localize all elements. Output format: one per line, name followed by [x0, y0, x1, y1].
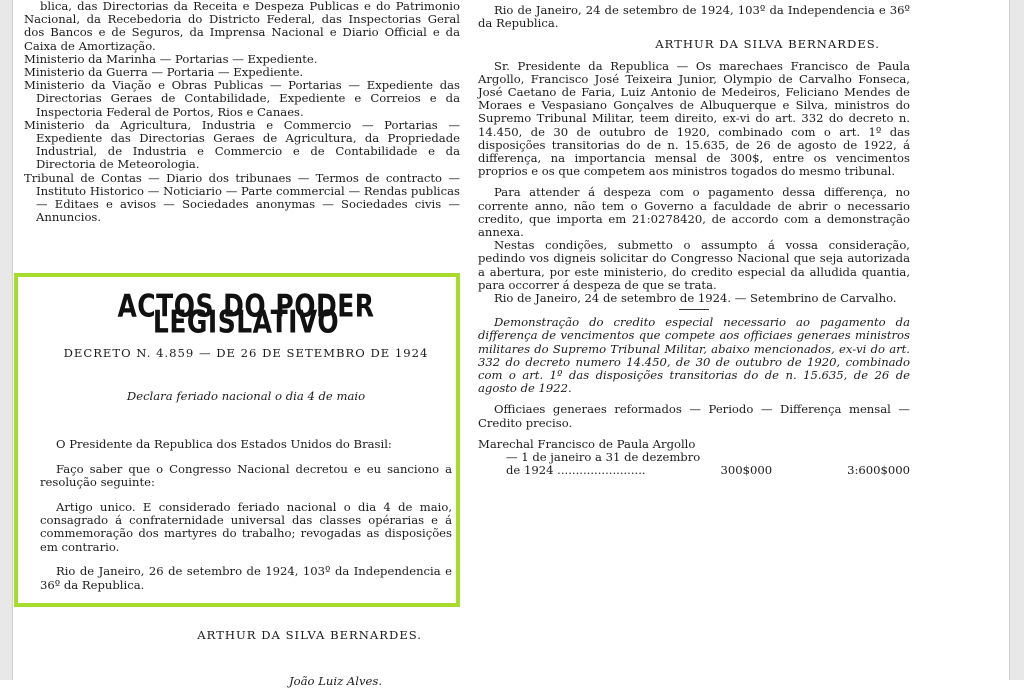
decree-heading: DECRETO N. 4.859 — DE 26 DE SETEMBRO DE 1924: [63, 346, 429, 361]
index-item-agricultura: Ministerio da Agricultura, Industria e Commercio — Portarias — Expediente das Directorias Geraes de Agricultura, da Propriedade Industrial, de Industria e Commercio e de Contabilidade e da Directoria de Meteorologia.: [24, 117, 460, 172]
signature-minister: João Luiz Alves.: [289, 674, 382, 689]
table-row-name: Marechal Francisco de Paula Argollo: [478, 436, 696, 451]
section-title: ACTOS DO PODER LEGISLATIVO: [117, 287, 375, 341]
left-column: [24, 0, 460, 224]
right-column: [478, 4, 910, 478]
left-intro-paragraph: blica, das Directorias da Receita e Despeza Publicas e do Patrimonio Nacional, da Recebedoria do Districto Federal, das Inspectorias Geral dos Bancos e de Seguros, da Imprensa Nacional e Diario Official e da Caixa de Amortização.: [24, 0, 460, 53]
index-item-viacao: Ministerio da Viação e Obras Publicas — Portarias — Expediente das Directorias Geraes de Contabilidade, Expediente e Correios e da Inspectoria Federal de Portos, Rios e Canaes.: [24, 78, 460, 119]
index-item-guerra: Ministerio da Guerra — Portaria — Expediente.: [24, 65, 304, 80]
table-row-year: de 1924 ........................: [506, 463, 646, 478]
exposition-paragraph-1: Sr. Presidente da Republica — Os marechaes Francisco de Paula Argollo, Francisco José Teixeira Junior, Olympio de Carvalho Fonseca, José Caetano de Faria, Luiz Antonio de Medeiros, Feliciano Mendes de Moraes e Vespasiano Gonçalves de Albuquerque e Silva, ministros do Supremo Tribunal Militar, teem direito, ex-vi do art. 332 do decreto n. 14.450, de 30 de outubro de 1920, combinado com o art. 1º das disposições transitorias do de n. 15.635, de 26 de agosto de 1922, á differença, na importancia mensal de 300$, entre os vencimentos proprios e os que competem aos ministros togados do mesmo tribunal.: [478, 58, 910, 179]
table-row: [478, 464, 910, 477]
demonstration-heading: Demonstração do credito especial necessario ao pagamento da differença de vencimentos que compete aos officiaes generaes ministros militares do Supremo Tribunal Militar, abaixo mencionados, ex-vi do art. 332 do decreto numero 14.450, de 30 de outubro de 1920, combinado com o art. 1º das disposições transitorias do de n. 15.635, de 26 de agosto de 1922.: [478, 315, 910, 396]
index-item-marinha: Ministerio da Marinha — Portarias — Expediente.: [24, 51, 318, 66]
decree-subtitle: Declara feriado nacional o dia 4 de maio: [126, 388, 366, 403]
decree-paragraph-3: Artigo unico. E considerado feriado nacional o dia 4 de maio, consagrado á confraternidade universal das classes opérarias e á commemoração dos martyres do trabalho; revogadas as disposições em contrario.: [40, 499, 452, 554]
viewer-right-edge: [1009, 0, 1024, 680]
article-content: [40, 283, 452, 700]
highlighted-article-box: [14, 273, 460, 689]
table-row-total: 3:600$000: [847, 463, 910, 478]
signature-president: ARTHUR DA SILVA BERNARDES.: [197, 627, 422, 642]
decree-paragraph-1: O Presidente da Republica dos Estados Unidos do Brasil:: [56, 437, 392, 452]
table-row-period: — 1 de janeiro a 31 de dezembro: [506, 450, 701, 465]
table-header: Officiaes generaes reformados — Periodo — Differença mensal — Credito preciso.: [478, 402, 910, 430]
right-top-signature: ARTHUR DA SILVA BERNARDES.: [655, 37, 880, 52]
decree-paragraph-4: Rio de Janeiro, 26 de setembro de 1924, 103º da Independencia e 36º da Republica.: [40, 564, 452, 592]
viewer-left-edge: [0, 0, 13, 680]
exposition-paragraph-4: Rio de Janeiro, 24 de setembro de 1924. — Setembrino de Carvalho.: [494, 291, 897, 306]
index-item-tribunal: Tribunal de Contas — Diario dos tribunaes — Termos de contracto — Instituto Historico — Noticiario — Parte commercial — Rendas publicas — Editaes e avisos — Sociedades anonymas — Sociedades civis — Annuncios.: [24, 170, 460, 225]
table-row-monthly: 300$000: [720, 463, 773, 478]
decree-paragraph-2: Faço saber que o Congresso Nacional decretou e eu sanciono a resolução seguinte:: [40, 461, 452, 490]
exposition-paragraph-3: Nestas condições, submetto o assumpto á vossa consideração, pedindo vos digneis solicitar do Congresso Nacional que seja autorizada a abertura, por este ministerio, do credito especial da alludida quantia, para occorrer á despeza de que se trata.: [478, 238, 910, 292]
separator-rule: [679, 309, 709, 310]
exposition-paragraph-2: Para attender á despeza com o pagamento dessa differença, no corrente anno, não tem o Governo a faculdade de abrir o necessario credito, que importa em 21:0278420, de accordo com a demonstração annexa.: [478, 185, 910, 240]
right-top-date-paragraph: Rio de Janeiro, 24 de setembro de 1924, 103º da Independencia e 36º da Republica.: [478, 3, 910, 31]
